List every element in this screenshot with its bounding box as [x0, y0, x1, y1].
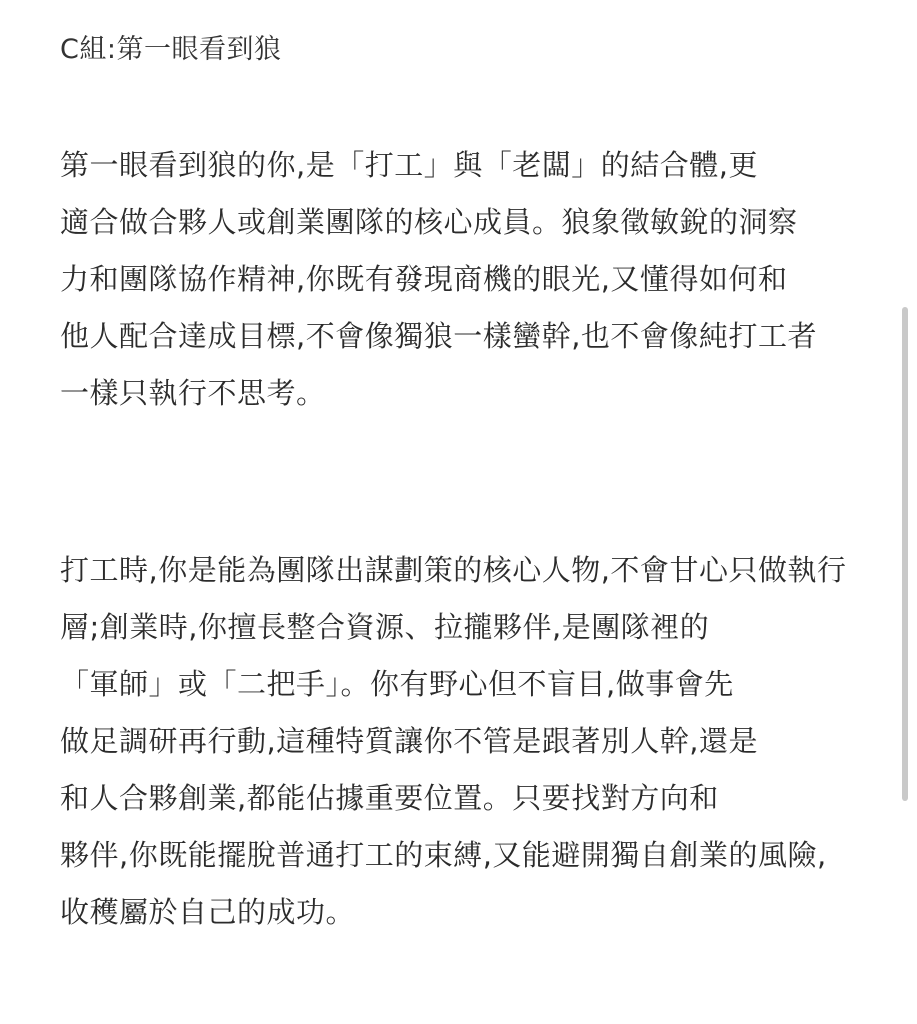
paragraph-1	[60, 137, 870, 422]
paragraph-line: 第一眼看到狼的你,是「打工」與「老闆」的結合體,更	[60, 148, 758, 182]
paragraph-line: 夥伴,你既能擺脫普通打工的束縛,又能避開獨自創業的風險,	[60, 838, 827, 872]
paragraph-line: 和人合夥創業,都能佔據重要位置。只要找對方向和	[60, 781, 719, 815]
paragraph-line: 做足調研再行動,這種特質讓你不管是跟著別人幹,還是	[60, 724, 758, 758]
paragraph-line: 收穫屬於自己的成功。	[60, 895, 356, 929]
paragraph-line: 一樣只執行不思考。	[60, 376, 326, 410]
paragraph-line: 打工時,你是能為團隊出謀劃策的核心人物,不會甘心只做執行	[60, 553, 847, 587]
paragraph-line: 「軍師」或「二把手」。你有野心但不盲目,做事會先	[60, 667, 734, 701]
paragraph-line: 他人配合達成目標,不會像獨狼一樣蠻幹,也不會像純打工者	[60, 319, 817, 353]
paragraph-2	[60, 542, 870, 941]
vertical-scrollbar[interactable]	[902, 307, 908, 801]
paragraph-line: 層;創業時,你擅長整合資源、拉攏夥伴,是團隊裡的	[60, 610, 710, 644]
paragraph-line: 適合做合夥人或創業團隊的核心成員。狼象徵敏銳的洞察	[60, 205, 798, 239]
section-heading: C組:第一眼看到狼	[60, 34, 282, 65]
paragraph-line: 力和團隊協作精神,你既有發現商機的眼光,又懂得如何和	[60, 262, 788, 296]
